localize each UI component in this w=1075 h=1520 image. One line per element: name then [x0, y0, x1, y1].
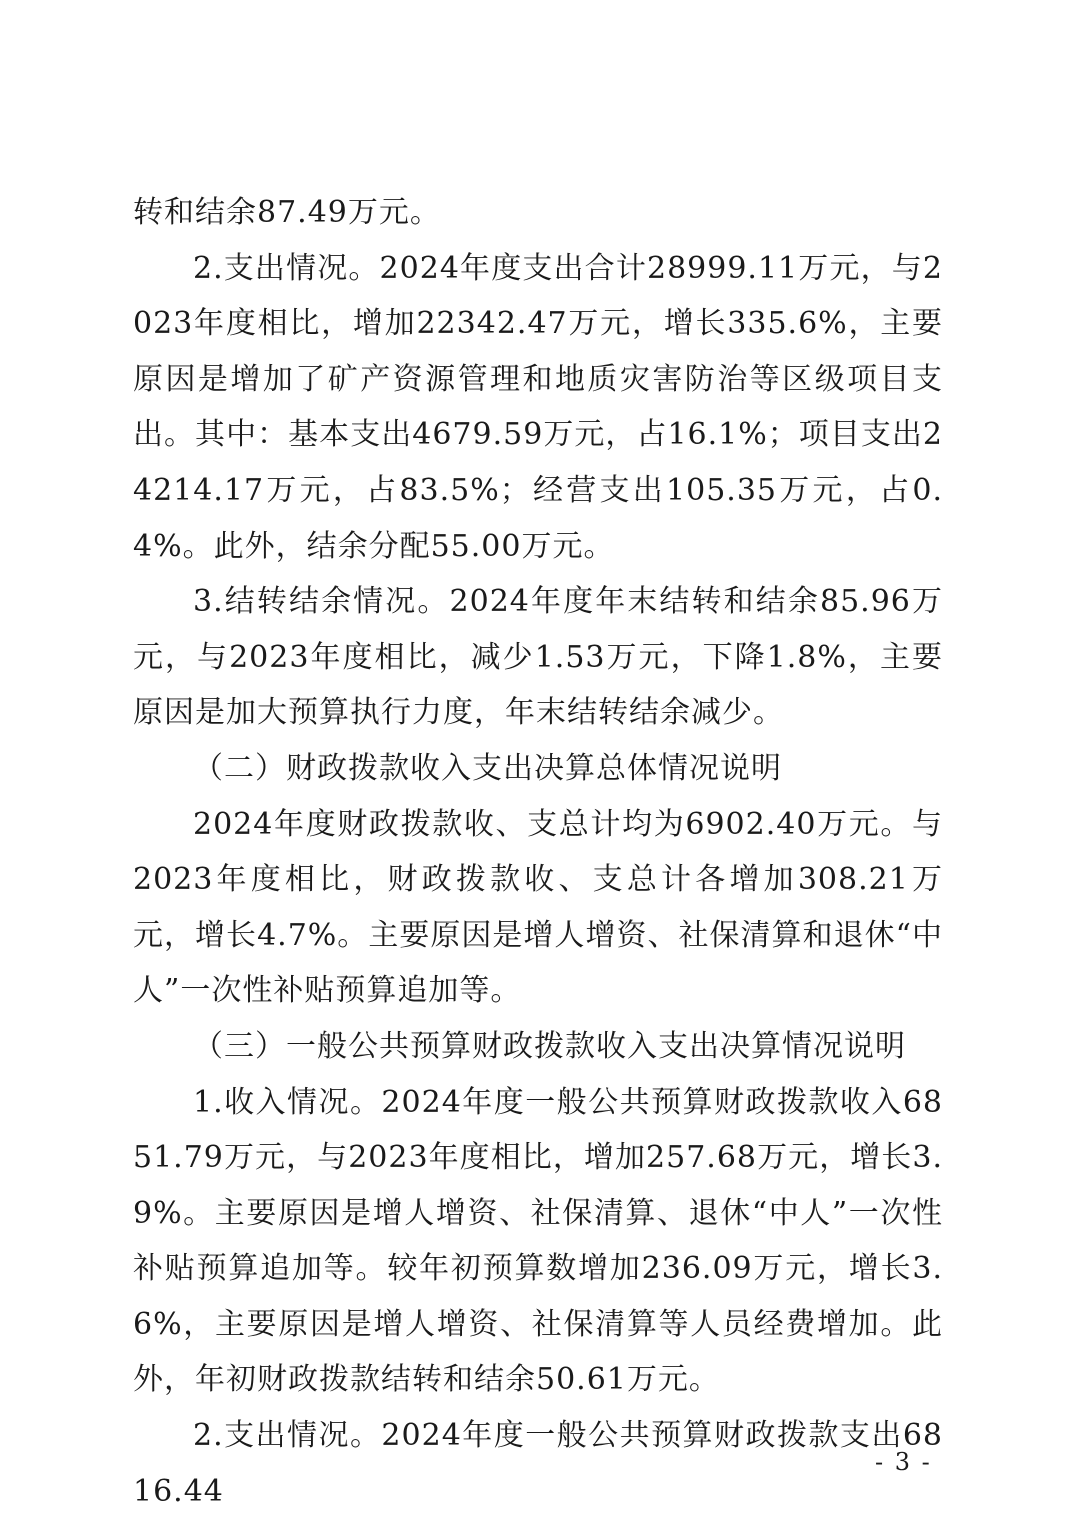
section-heading-general-public-budget: （三）一般公共预算财政拨款收入支出决算情况说明: [193, 1028, 906, 1064]
paragraph-income: 1.收入情况。2024年度一般公共预算财政拨款收入6851.79万元，与2023年度相比，增加257.68万元，增长3.9%。主要原因是增人增资、社保清算、退休“中人”一次性补贴预算追加等。较年初预算数增加236.09万元，增长3.6%，主要原因是增人增资、社保清算等人员经费增加。此外，年初财政拨款结转和结余50.61万元。: [133, 1084, 943, 1398]
paragraph-expenditure: 2.支出情况。2024年度支出合计28999.11万元，与2023年度相比，增加22342.47万元，增长335.6%，主要原因是增加了矿产资源管理和地质灾害防治等区级项目支出。其中：基本支出4679.59万元，占16.1%；项目支出24214.17万元，占83.5%；经营支出105.35万元，占0.4%。此外，结余分配55.00万元。: [133, 250, 943, 564]
page-number: - 3 -: [875, 1448, 932, 1476]
section-heading-fiscal-allocation: （二）财政拨款收入支出决算总体情况说明: [193, 750, 782, 786]
paragraph-carryover: 3.结转结余情况。2024年度年末结转和结余85.96万元，与2023年度相比，减少1.53万元，下降1.8%，主要原因是加大预算执行力度，年末结转结余减少。: [133, 584, 943, 731]
paragraph-expenditure-general: 2.支出情况。2024年度一般公共预算财政拨款支出6816.44: [133, 1418, 943, 1509]
document-body: [133, 185, 943, 1519]
paragraph-continuation: 转和结余87.49万元。: [133, 195, 441, 230]
paragraph-fiscal-allocation: 2024年度财政拨款收、支总计均为6902.40万元。与2023年度相比，财政拨款收、支总计各增加308.21万元，增长4.7%。主要原因是增人增资、社保清算和退休“中人”一次性补贴预算追加等。: [133, 806, 943, 1009]
